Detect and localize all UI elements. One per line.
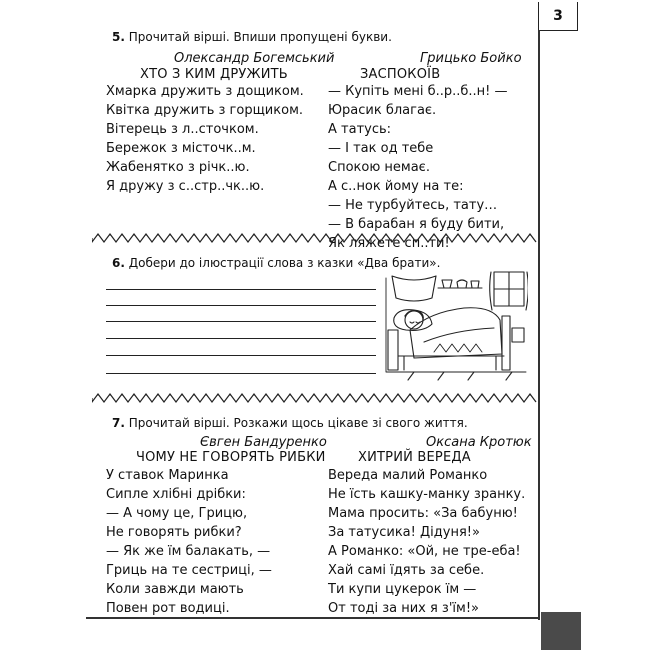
poem-line: — А чому це, Грицю,: [106, 506, 248, 521]
task5-heading: [112, 30, 392, 44]
poem-line: Юрасик благає.: [328, 103, 437, 118]
page-number: 3: [538, 2, 578, 31]
poem-line: Гриць на те сестриці, —: [106, 563, 272, 578]
task5-poem1-text: [106, 82, 304, 196]
task7-poem1-text: [106, 466, 272, 618]
poem-line: — Не турбуйтесь, тату…: [328, 198, 498, 213]
poem-line: Жабенятко з річк..ю.: [106, 160, 250, 175]
answer-line: [106, 289, 376, 290]
answer-line: [106, 355, 376, 356]
sleeping-boy-illustration: [384, 268, 528, 382]
task7-heading: [112, 416, 468, 430]
section-divider-1: [92, 233, 538, 243]
task5-poem2-author: Грицько Бойко: [420, 51, 522, 66]
poem-line: За татусика! Дідуня!»: [328, 525, 480, 540]
poem-line: У ставок Маринка: [106, 468, 229, 483]
answer-line: [106, 338, 376, 339]
poem-line: Квітка дружить з горщиком.: [106, 103, 304, 118]
poem-line: А Романко: «Ой, не тре-еба!: [328, 544, 521, 559]
poem-line: — Як же їм балакать, —: [106, 544, 271, 559]
right-margin-rule: [538, 30, 540, 620]
poem-line: — Купіть мені б..р..б..н! —: [328, 84, 508, 99]
poem-line: Коли завжди мають: [106, 582, 244, 597]
task6-instruction: Добери до ілюстрації слова з казки «Два брати».: [128, 256, 441, 270]
poem-line: А с..нок йому на те:: [328, 179, 464, 194]
poem-line: Не говорять рибки?: [106, 525, 242, 540]
task7-instruction: Прочитай вірші. Розкажи щось цікаве зі свого життя.: [128, 416, 468, 430]
poem-line: Бережок з місточк..м.: [106, 141, 256, 156]
page-edge-tab: [541, 612, 581, 650]
task5-number: 5.: [112, 30, 125, 44]
poem-line: Як ляжете сп..ти!: [328, 236, 450, 251]
poem-line: Я дружу з с..стр..чк..ю.: [106, 179, 265, 194]
poem-line: От тоді за них я з'їм!»: [328, 601, 480, 616]
task5-poem1-author: Олександр Богемський: [174, 51, 335, 66]
task5-poem2-title: ЗАСПОКОЇВ: [360, 67, 441, 82]
task7-poem2-author: Оксана Кротюк: [426, 435, 532, 450]
answer-line: [106, 321, 376, 322]
task7-poem2-text: [328, 466, 525, 618]
poem-line: Вітерець з л..сточком.: [106, 122, 259, 137]
poem-line: Хай самі їдять за себе.: [328, 563, 485, 578]
task5-instruction: Прочитай вірші. Впиши пропущені букви.: [128, 30, 392, 44]
task7-poem1-author: Євген Бандуренко: [200, 435, 327, 450]
poem-line: Не їсть кашку-манку зранку.: [328, 487, 526, 502]
poem-line: Сипле хлібні дрібки:: [106, 487, 246, 502]
poem-line: Вереда малий Романко: [328, 468, 488, 483]
task5-poem2-text: [328, 82, 508, 253]
task5-poem1-title: ХТО З КИМ ДРУЖИТЬ: [140, 67, 288, 82]
poem-line: Повен рот водиці.: [106, 601, 230, 616]
poem-line: Ти купи цукерок їм —: [328, 582, 477, 597]
answer-line: [106, 373, 376, 374]
poem-line: — І так од тебе: [328, 141, 434, 156]
task7-poem2-title: ХИТРИЙ ВЕРЕДА: [358, 450, 471, 465]
poem-line: Мама просить: «За бабуню!: [328, 506, 518, 521]
poem-line: Спокою немає.: [328, 160, 430, 175]
poem-line: А татусь:: [328, 122, 392, 137]
section-divider-2: [92, 393, 538, 403]
poem-line: — В барабан я буду бити,: [328, 217, 505, 232]
answer-line: [106, 305, 376, 306]
task7-poem1-title: ЧОМУ НЕ ГОВОРЯТЬ РИБКИ: [136, 450, 326, 465]
task7-number: 7.: [112, 416, 125, 430]
poem-line: Хмарка дружить з дощиком.: [106, 84, 304, 99]
task6-number: 6.: [112, 256, 125, 270]
